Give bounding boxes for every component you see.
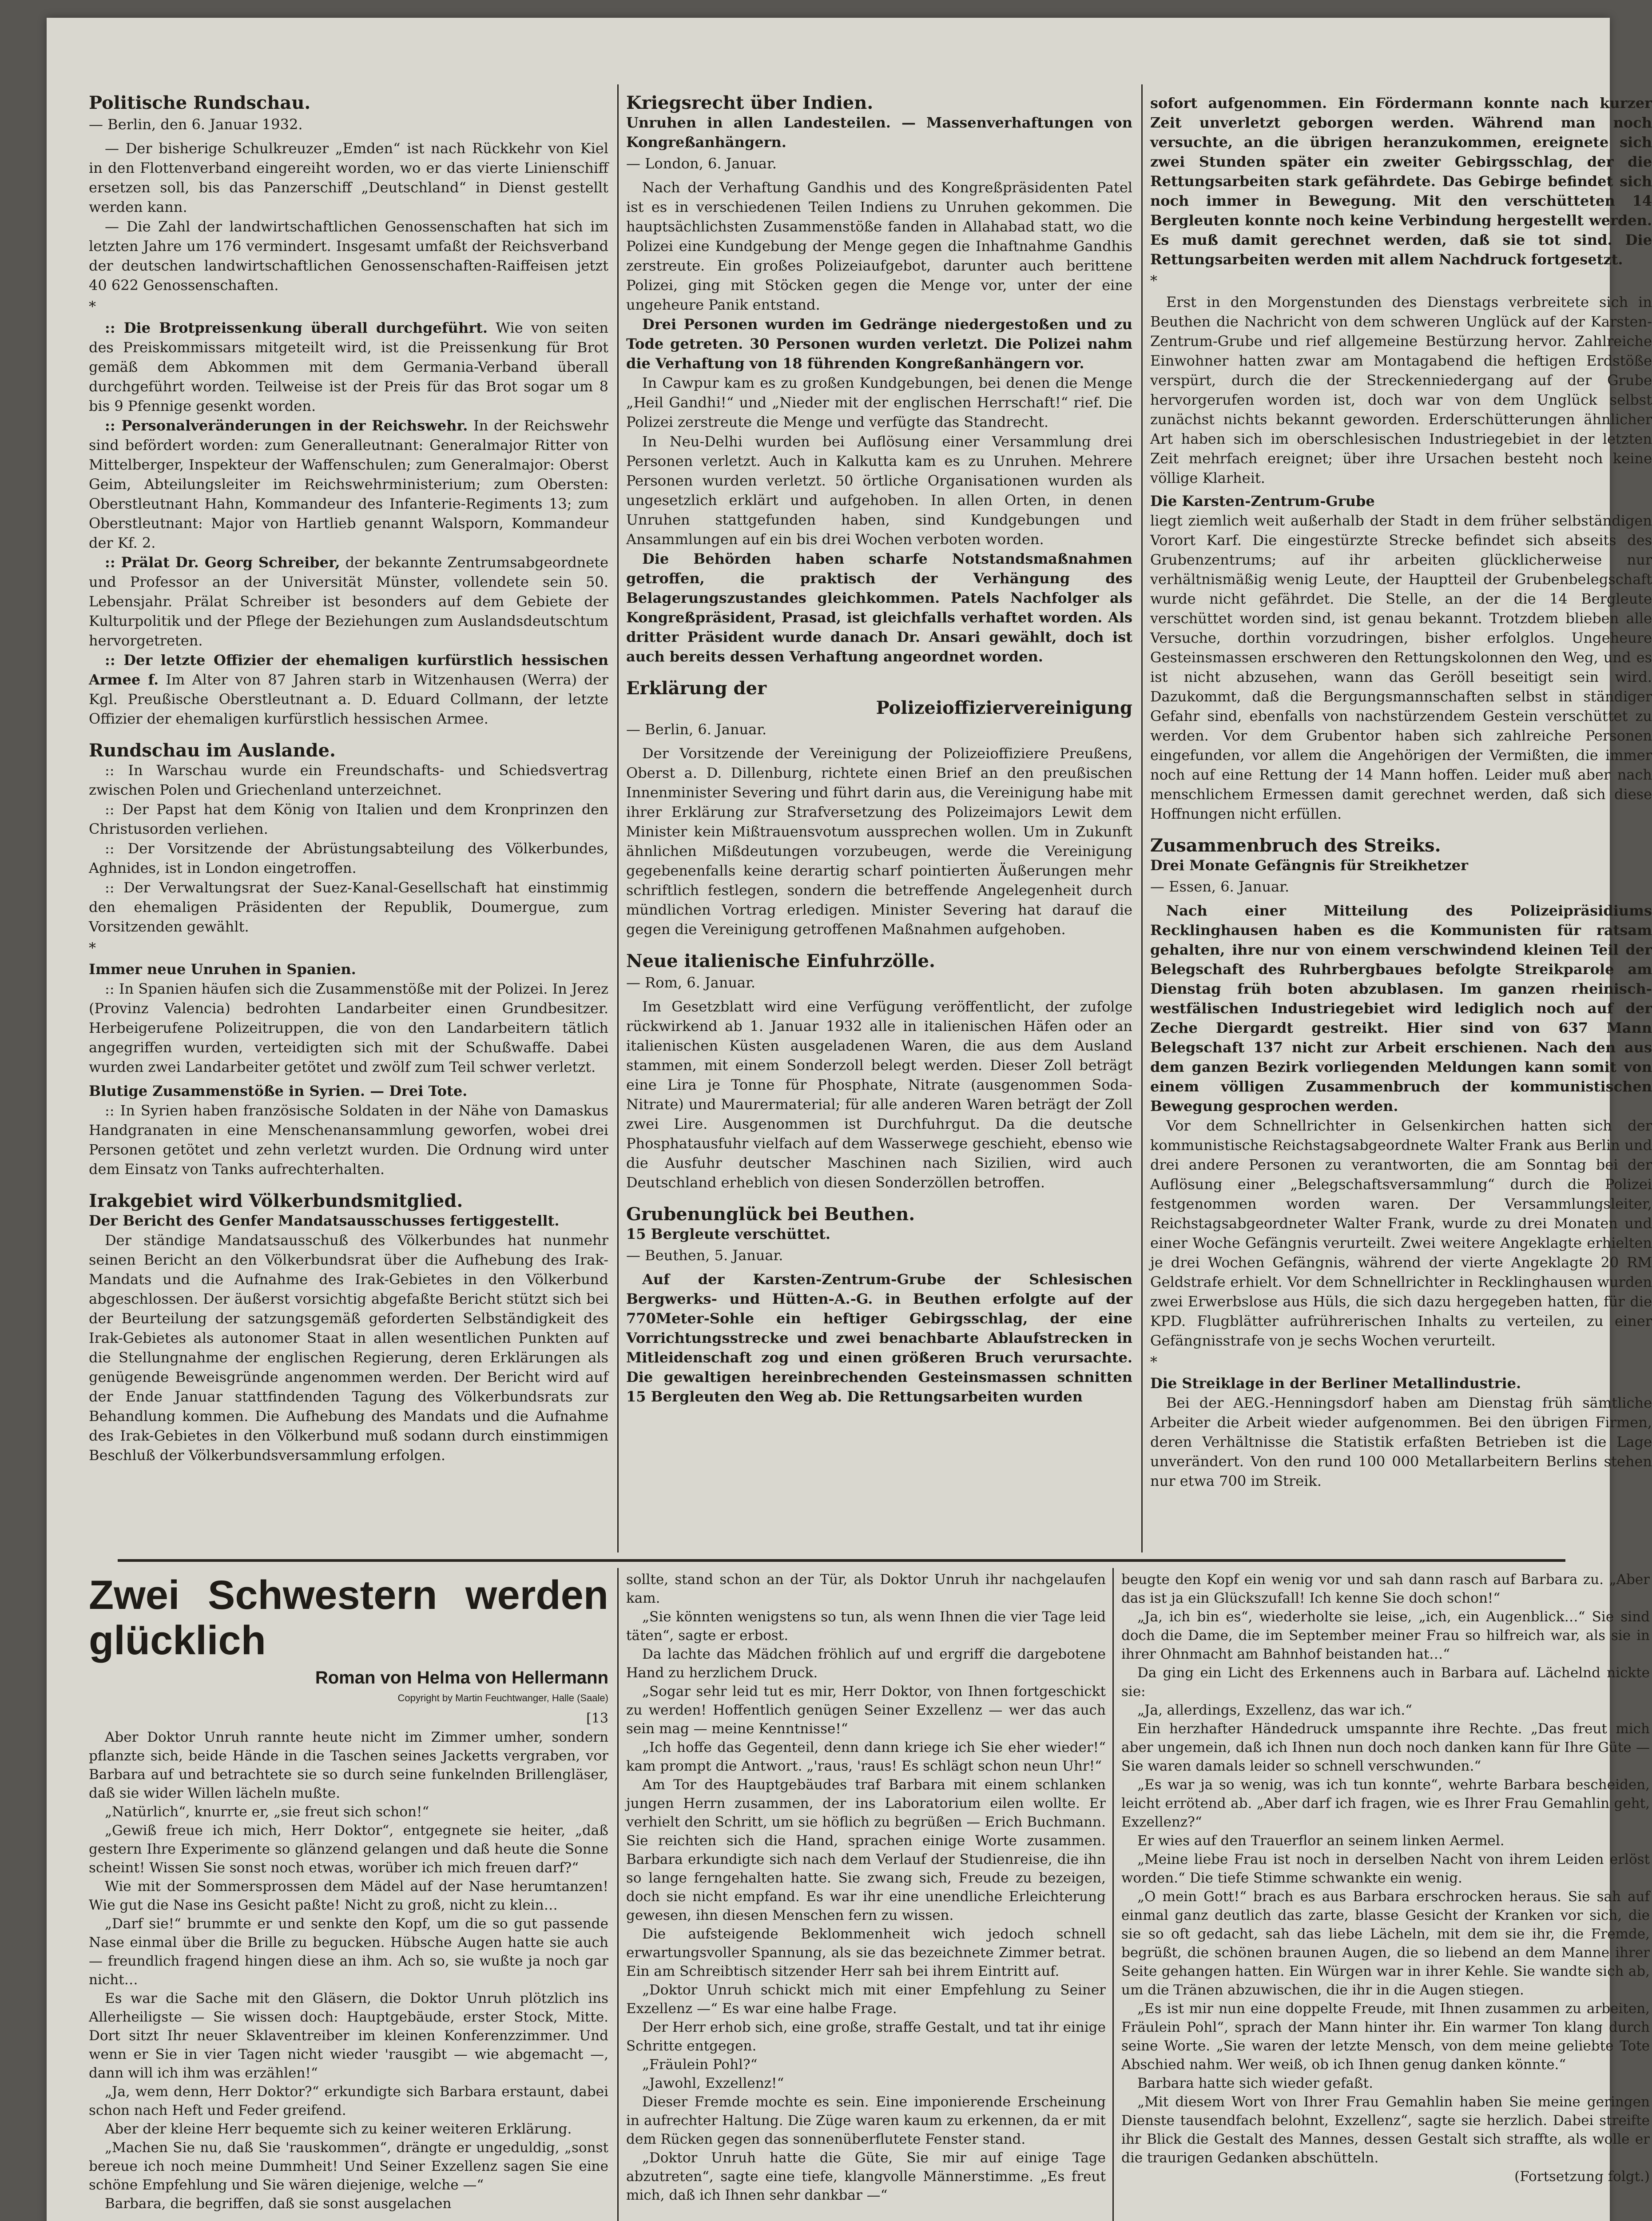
section-title-irak: Irakgebiet wird Völkerbundsmitglied. [89,1190,463,1211]
serial-column-3 [1121,1570,1650,2186]
column-rule [1141,84,1143,1552]
serial-paragraph: Dieser Fremde mochte es sein. Eine imponierende Erscheinung in aufrechter Haltung. Die Züge waren kaum zu erkennen, da er mit dem Rücken gegen das sonnenüberflutete Fenster stand. [626,2094,1106,2147]
article-paragraph: :: Der Vorsitzende der Abrüstungsabteilung des Völkerbundes, Aghnides, ist in London eingetroffen. [89,840,608,876]
serial-paragraph: „Fräulein Pohl?“ [642,2057,758,2073]
serial-paragraph: Aber der kleine Herr bequemte sich zu keiner weiteren Erklärung. [105,2121,572,2137]
article-paragraph: Bei der AEG.-Henningsdorf haben am Dienstag früh sämtliche Arbeiter die Arbeit wieder aufgenommen. Bei den übrigen Firmen, deren Verhältnisse die Statistik erfaßten Betrieben ist die Lage unverändert. Von den rund 100 000 Metallarbeitern Berlins stehen nur etwa 700 im Streik. [1150,1394,1652,1489]
article-paragraph: Der ständige Mandatsausschuß des Völkerbundes hat nunmehr seinen Bericht an den Völkerbundsrat über die Aufhebung des Irak-Mandats und die Aufnahme des Irak-Gebietes in den Völkerbund abgeschlossen. Der äußerst vorsichtig abgefaßte Bericht stützt sich bei der Beurteilung der satzungsgemäß geforderten Selbständigkeit des Irak-Gebietes als autonomer Staat in allen wesentlichen Punkten auf die Stellungnahme der englischen Regierung, deren Erklärungen als genügende Beweisgründe angenommen werden. Der Bericht wird auf der Ende Januar stattfindenden Tagung des Völkerbundsrats zur Behandlung kommen. Die Aufhebung des Mandats und die Aufnahme des Irak-Gebietes in den Völkerbund muß sodann durch einstimmigen Beschluß der Völkerbundsversammlung erfolgen. [89,1232,608,1464]
subheading: Immer neue Unruhen in Spanien. [89,961,356,978]
serial-paragraph: „Darf sie!“ brummte er und senkte den Kopf, um die so gut passende Nase einmal über die Brille zu begucken. Hübsche Augen hatte sie auch — freundlich fragend hingen diese an ihm. Ach so, sie wußte ja noch gar nicht… [89,1916,608,1988]
article-paragraph: Drei Personen wurden im Gedränge niedergestoßen und zu Tode getreten. 30 Personen wurden verletzt. Die Polizei nahm die Verhaftung von 18 führenden Kongreßanhängern vor. [626,316,1132,372]
article-paragraph: Erst in den Morgenstunden des Dienstags verbreitete sich in Beuthen die Nachricht von dem schweren Unglück auf der Karsten-Zentrum-Grube und rief allgemeine Bestürzung hervor. Zahlreiche Einwohner hatten zwar am Montagabend die heftigen Erdstöße verspürt, durch die der Streckenniedergang auf der Grube hervorgerufen worden ist, doch war von dem Unglück selbst zunächst nichts bekannt geworden. Erderschütterungen ähnlicher Art haben sich im oberschlesischen Industriegebiet in der letzten Zeit mehrfach ereignet; über ihre Ursachen besteht noch keine völlige Klarheit. [1150,294,1652,486]
serial-author: Roman von Helma von Hellermann [315,1668,608,1688]
serial-paragraph: „Meine liebe Frau ist noch in derselben Nacht von ihrem Leiden erlöst worden.“ Die tiefe Stimme schwankte ein wenig. [1121,1851,1650,1886]
subheading: Die Streiklage in der Berliner Metallindustrie. [1150,1375,1521,1392]
article-paragraph: :: Der Papst hat dem König von Italien und dem Kronprinzen den Christusorden verliehen. [89,801,608,837]
serial-paragraph: „Machen Sie nu, daß Sie 'rauskommen“, drängte er ungeduldig, „sonst bereue ich noch meine Dummheit! Und Seiner Exzellenz sagen Sie eine schöne Empfehlung und Sie wären diejenige, welche —“ [89,2140,608,2193]
serial-copyright: Copyright by Martin Feuchtwanger, Halle (Saale) [397,1692,608,1704]
headline-streik: Zusammenbruch des Streiks. [1150,835,1441,856]
serial-paragraph: „O mein Gott!“ brach es aus Barbara erschrocken heraus. Sie sah auf einmal ganz deutlich das zarte, blasse Gesicht der Kranken vor sich, die sie so oft gedacht, sah das liebe Lächeln, mit dem sie ihr, die Fremde, begrüßt, die schönen braunen Augen, die so liebend an dem Manne ihrer Seite gehangen hatten. Ein Würgen war in ihrer Kehle. Sie wandte sich ab, um die Tränen abzuwischen, die ihr in die Augen stiegen. [1121,1889,1650,1998]
serial-paragraph: „Doktor Unruh schickt mich mit einer Empfehlung zu Seiner Exzellenz —“ Es war eine halbe Frage. [626,1982,1106,2017]
section-title-politik: Politische Rundschau. [89,92,311,113]
headline-zoelle: Neue italienische Einfuhrzölle. [626,951,935,971]
column-world [626,93,1132,1406]
subheading: Die Karsten-Zentrum-Grube [1150,493,1375,509]
column-rule [1112,1568,1114,2221]
serial-paragraph: „Natürlich“, knurrte er, „sie freut sich schon!“ [105,1804,429,1820]
serial-paragraph: „Gewiß freue ich mich, Herr Doktor“, entgegnete sie heiter, „daß gestern Ihre Experimente so glänzend gelangen und daß heute die Sonne scheint! Wissen Sie sonst noch etwas, worüber ich mich freuen darf?“ [89,1823,608,1876]
dateline: — Berlin, 6. Januar. [626,721,767,738]
brief-lead: :: Personalveränderungen in der Reichswehr. [105,417,468,434]
serial-paragraph: „Doktor Unruh hatte die Güte, Sie mir auf einige Tage abzutreten“, sagte eine tiefe, klangvolle Männerstimme. „Es freut mich, daß ich Ihnen sehr dankbar —“ [626,2150,1106,2203]
subheading: 15 Bergleute verschüttet. [626,1226,831,1242]
article-paragraph: :: In Warschau wurde ein Freundschafts- und Schiedsvertrag zwischen Polen und Griechenland unterzeichnet. [89,762,608,798]
article-paragraph: — Der bisherige Schulkreuzer „Emden“ ist nach Rückkehr von Kiel in den Flottenverband eingereiht worden, wo er das vierte Linienschiff ersetzen soll, bis das Panzerschiff „Deutschland“ in Dienst gestellt werden kann. [89,140,608,215]
serial-title: Zwei Schwestern werden glücklich [89,1572,608,1663]
serial-paragraph: „Es ist mir nun eine doppelte Freude, mit Ihnen zusammen zu arbeiten, Fräulein Pohl“, sprach der Mann hinter ihr. Ein warmer Ton klang durch seine Worte. „Sie waren der letzte Mensch, von dem meine geliebte Tote Abschied nahm. Wer weiß, ob ich Ihnen genug danken könnte.“ [1121,2001,1650,2073]
subheading: Der Bericht des Genfer Mandatsausschusses fertiggestellt. [89,1212,560,1229]
serial-column-2 [626,1570,1106,2205]
dateline: — Rom, 6. Januar. [626,974,756,991]
brief-text: Wie von seiten des Preiskommissars mitgeteilt wird, ist die Preissenkung für Brot gemäß dem Abkommen mit dem Germania-Verband überall durchgeführt worden. Teilweise ist der Preis für das Brot sogar um 8 bis 9 Pfennige gesenkt worden. [89,319,609,414]
serial-paragraph: „Es war ja so wenig, was ich tun konnte“, wehrte Barbara bescheiden, leicht errötend ab. „Aber darf ich fragen, wie es Ihrer Frau Gemahlin geht, Exzellenz?“ [1121,1777,1650,1830]
serial-paragraph: Barbara, die begriffen, daß sie sonst ausgelachen [105,2196,452,2212]
brief-text: In der Reichswehr sind befördert worden: zum Generalleutnant: Generalmajor Ritter von Mittelberger, Inspekteur der Waffenschulen; zum Generalmajor: Oberst Geim, Abteilungsleiter im Reichswehrministerium; zum Obersten: Oberstleutnant Hahn, Kommandeur des Infanterie-Regiments 13; zum Oberstleutnant: Major von Hartlieb genannt Walsporn, Kommandeur der Kf. 2. [89,417,609,551]
serial-paragraph: Da ging ein Licht des Erkennens auch in Barbara auf. Lächelnd nickte sie: [1121,1665,1650,1700]
article-paragraph: Im Gesetzblatt wird eine Verfügung veröffentlicht, der zufolge rückwirkend ab 1. Januar 1932 alle in italienischen Häfen oder an italienischen Küsten ausgeladenen Waren, die aus dem Ausland stammen, mit einem Sonderzoll belegt werden. Dieser Zoll beträgt eine Lira je Tonne für Phosphate, Nitrate (ausgenommen Soda-Nitrate) und Maurermaterial; für alle anderen Waren beträgt der Zoll zwei Lire. Ausgenommen ist Durchfuhrgut. Da die deutsche Phosphatausfuhr vielfach auf dem Wasserwege geschieht, ebenso wie die Ausfuhr deutscher Maschinen nach Sizilien, wird auch Deutschland erheblich von diesen Sonderzöllen betroffen. [626,998,1132,1191]
dateline: — Beuthen, 5. Januar. [626,1247,783,1264]
article-paragraph: :: In Syrien haben französische Soldaten in der Nähe von Damaskus Handgranaten in eine Menschenansammlung geworfen, wobei drei Personen getötet und zehn verletzt wurden. Die Ordnung wird unter dem Einsatz von Tanks aufrechterhalten. [89,1102,608,1178]
serial-paragraph: „Ja, wem denn, Herr Doktor?“ erkundigte sich Barbara erstaunt, dabei schon nach Heft und Feder greifend. [89,2084,608,2118]
brief-lead: :: Der letzte Offizier der ehemaligen kurfürstlich hessischen Armee f. [89,652,608,688]
serial-paragraph: Es war die Sache mit den Gläsern, die Doktor Unruh plötzlich ins Allerheiligste — Sie wissen doch: Hauptgebäude, erster Stock, Mitte. Dort sitzt Ihr neuer Sklaventreiber im kleinen Konferenzzimmer. Und wenn er Sie in vier Tagen nicht wieder 'rausgibt — wie abgemacht —, dann will ich ihm was erzählen!“ [89,1990,608,2081]
subheading: Drei Monate Gefängnis für Streikhetzer [1150,857,1468,874]
serial-paragraph: sollte, stand schon an der Tür, als Doktor Unruh ihr nachgelaufen kam. [626,1572,1106,1606]
serial-paragraph: Ein herzhafter Händedruck umspannte ihre Rechte. „Das freut mich aber ungemein, daß ich Ihnen nun doch noch danken kann für Ihre Güte — Sie waren damals leider so schnell verschwunden.“ [1121,1721,1650,1774]
article-paragraph: Die Behörden haben scharfe Notstandsmaßnahmen getroffen, die praktisch der Verhängung des Belagerungszustandes gleichkommen. Patels Nachfolger als Kongreßpräsident, Prasad, ist gleichfalls verhaftet worden. Als dritter Präsident wurde danach Dr. Ansari gewählt, doch ist auch bereits dessen Verhaftung angeordnet worden. [626,550,1132,665]
separator-star: * [1150,1353,1157,1370]
article-paragraph: liegt ziemlich weit außerhalb der Stadt in dem früher selbständigen Vorort Karf. Die eingestürzte Strecke befindet sich abseits des Grubenzentrums; auf ihr arbeiten glücklicherweise nur verhältnismäßig wenig Leute, der Hauptteil der Grubenbelegschaft wurde nicht gefährdet. Die Stelle, an der die 14 Bergleute verschüttet worden sind, ist genau bekannt. Trotzdem blieben alle Versuche, dorthin vorzudringen, bisher erfolglos. Ungeheure Gesteinsmassen erschweren den Rettungskolonnen den Weg, und es ist nicht abzusehen, wann das Geröll beseitigt sein wird. Dazukommt, daß die Bergungsmannschaften selbst in ständiger Gefahr sind, ebenfalls von nachstürzendem Gestein verschüttet zu werden. Vor dem Grubentor haben sich zahlreiche Personen eingefunden, vor allem die Angehörigen der Vermißten, die immer noch auf eine Rettung der 14 Mann hoffen. Leider muß aber nach menschlichem Ermessen damit gerechnet werden, daß sich diese Hoffnungen nicht erfüllen. [1150,512,1652,822]
subheading: Unruhen in allen Landesteilen. — Massenverhaftungen von Kongreßanhängern. [626,114,1132,151]
section-title-ausland: Rundschau im Auslande. [89,740,336,761]
article-paragraph: :: In Spanien häufen sich die Zusammenstöße mit der Polizei. In Jerez (Provinz Valencia) bedrohten Landarbeiter einen Grundbesitzer. Herbeigerufene Polizeitruppen, die von den Landarbeitern tätlich angegriffen wurden, verteidigten sich mit der Schußwaffe. Dabei wurden zwei Landarbeiter getötet und zwölf zum Teil schwer verletzt. [89,980,608,1075]
headline-beuthen: Grubenunglück bei Beuthen. [626,1204,915,1225]
column-news [1150,93,1652,1491]
article-paragraph: In Cawpur kam es zu großen Kundgebungen, bei denen die Menge „Heil Gandhi!“ und „Nieder mit der englischen Herrschaft!“ rief. Die Polizei zerstreute die Menge und verfügte das Standrecht. [626,374,1132,430]
section-divider [118,1559,1565,1562]
serial-paragraph: „Ja, allerdings, Exzellenz, das war ich.“ [1137,1702,1413,1718]
serial-paragraph: Wie mit der Sommersprossen dem Mädel auf der Nase herumtanzen! Wie gut die Nase ins Gesicht paßte! Nicht zu groß, nicht zu klein… [89,1879,608,1913]
headline-polizei-line2: Polizeioffiziervereinigung [876,697,1132,718]
brief-text: der bekannte Zentrumsabgeordnete und Professor an der Universität Münster, vollendete sein 50. Lebensjahr. Prälat Schreiber ist besonders auf dem Gebiete der Kulturpolitik und der Pflege der Beziehungen zum Auslandsdeutschtum hervorgetreten. [89,554,609,649]
serial-column-1 [89,1572,608,2213]
article-paragraph: In Neu-Delhi wurden bei Auflösung einer Versammlung drei Personen verletzt. Auch in Kalkutta kam es zu Unruhen. Mehrere Personen wurden verletzt. 50 örtliche Organisationen wurden als ungesetzlich erklärt und aufgehoben. In allen Orten, in denen Unruhen stattgefunden haben, sind Kundgebungen und Ansammlungen auf ein bis drei Wochen verboten worden. [626,433,1132,548]
serial-paragraph: „Jawohl, Exzellenz!“ [642,2075,784,2091]
serial-continuation: (Fortsetzung folgt.) [1514,2169,1650,2185]
newspaper-page [47,18,1652,2221]
headline-polizei-line1: Erklärung der [626,678,767,699]
column-rule [617,1568,619,2221]
serial-paragraph: Der Herr erhob sich, eine große, straffe Gestalt, und tat ihr einige Schritte entgegen. [626,2019,1106,2054]
serial-paragraph: beugte den Kopf ein wenig vor und sah dann rasch auf Barbara zu. „Aber das ist ja ein Glückszufall! Ich kenne Sie doch schon!“ [1121,1572,1650,1606]
separator-star: * [89,298,96,315]
column-politics [89,93,608,1465]
dateline: — London, 6. Januar. [626,155,777,172]
brief-text: Im Alter von 87 Jahren starb in Witzenhausen (Werra) der Kgl. Preußische Oberstleutnant a. D. Eduard Collmann, der letzte Offizier der ehemaligen kurfürstlich hessischen Armee. [89,671,608,727]
serial-paragraph: „Ich hoffe das Gegenteil, denn dann kriege ich Sie eher wieder!“ kam prompt die Antwort. „'raus, 'raus! Es schlägt schon neun Uhr!“ [626,1739,1106,1774]
separator-star: * [89,939,96,956]
serial-paragraph: „Sogar sehr leid tut es mir, Herr Doktor, von Ihnen fortgeschickt zu werden! Hoffentlich genügen Seiner Exzellenz — wer das auch sein mag — meine Kenntnisse!“ [626,1684,1106,1737]
brief-lead: :: Die Brotpreissenkung überall durchgeführt. [105,319,488,336]
serial-paragraph: „Ja, ich bin es“, wiederholte sie leise, „ich, ein Augenblick…“ Sie sind doch die Dame, die im September meiner Frau so hilfreich war, als sie in ihrer Ohnmacht am Bahnhof beistanden hat…“ [1121,1609,1650,1662]
serial-paragraph: „Sie könnten wenigstens so tun, als wenn Ihnen die vier Tage leid täten“, sagte er erbost. [626,1609,1106,1644]
serial-paragraph: Aber Doktor Unruh rannte heute nicht im Zimmer umher, sondern pflanzte sich, beide Hände in die Taschen seines Jacketts vergraben, vor Barbara auf und betrachtete sie so durch seine funkelnden Brillengläser, daß sie wider Willen lächeln mußte. [89,1729,608,1801]
dateline: — Essen, 6. Januar. [1150,878,1290,895]
serial-paragraph: Barbara hatte sich wieder gefaßt. [1137,2075,1373,2091]
serial-paragraph: Die aufsteigende Beklommenheit wich jedoch schnell erwartungsvoller Spannung, als sie das bezeichnete Zimmer betrat. Ein am Schreibtisch sitzender Herr sah bei ihrem Eintritt auf. [626,1926,1106,1979]
serial-paragraph: „Mit diesem Wort von Ihrer Frau Gemahlin haben Sie meine geringen Dienste tausendfach belohnt, Exzellenz“, sagte sie herzlich. Dabei streifte ihr Blick die Gestalt des Mannes, dessen Gestalt sich straffte, als wolle er die traurigen Gedanken abschütteln. [1121,2094,1650,2166]
headline-indien: Kriegsrecht über Indien. [626,92,874,113]
article-paragraph: Der Vorsitzende der Vereinigung der Polizeioffiziere Preußens, Oberst a. D. Dillenburg, richtete einen Brief an den preußischen Innenminister Severing und führt darin aus, die Vereinigung habe mit ihrer Erklärung zur Strafversetzung des Polizeimajors Lewit dem Minister kein Mißtrauensvotum aussprechen wollen. Um in Zukunft ähnlichen Mißdeutungen vorzubeugen, werde die Vereinigung gegebenenfalls keine derartig scharf pointierten Äußerungen mehr schriftlich festlegen, sondern die betreffende Angelegenheit durch mündlichen Vortrag erledigen. Minister Severing hat darauf die gegen die Vereinigung getroffenen Maßnahmen aufgehoben. [626,745,1132,938]
article-paragraph: Nach einer Mitteilung des Polizeipräsidiums Recklinghausen haben es die Kommunisten für ratsam gehalten, ihre nur von einem verschwindend kleinen Teil der Belegschaft des Ruhrbergbaues befolgte Streikparole am Dienstag früh boten abzublasen. Im ganzen rheinisch-westfälischen Industriegebiet wird lediglich noch auf der Zeche Diergardt gestreikt. Hier sind von 637 Mann Belegschaft 137 nicht zur Arbeit erschienen. Nach den aus dem ganzen Bezirk vorliegenden Meldungen kann somit von einem völligen Zusammenbruch der kommunistischen Bewegung gesprochen werden. [1150,902,1652,1114]
article-paragraph: — Die Zahl der landwirtschaftlichen Genossenschaften hat sich im letzten Jahre um 176 vermindert. Insgesamt umfaßt der Reichsverband der deutschen landwirtschaftlichen Genossenschaften-Raiffeisen jetzt 40 622 Genossenschaften. [89,218,608,294]
article-paragraph: Vor dem Schnellrichter in Gelsenkirchen hatten sich der kommunistische Reichstagsabgeordnete Walter Frank aus Berlin und drei andere Personen zu verantworten, die am Sonntag bei der Auflösung einer „Belegschaftsversammlung“ durch die Polizei festgenommen worden waren. Der Versammlungsleiter, Reichstagsabgeordneter Walter Frank, wurde zu drei Monaten und einer Woche Gefängnis verurteilt. Zwei weitere Angeklagte erhielten je drei Wochen Gefängnis, während der vierte Angeklagte 20 RM Geldstrafe erhielt. Vor dem Schnellrichter in Recklinghausen wurden zwei Erwerbslose aus Hüls, die sich dazu hergegeben hatten, für die KPD. Flugblätter aufrührerischen Inhalts zu verteilen, zu einer Gefängnisstrafe von je sechs Wochen verurteilt. [1150,1117,1652,1349]
column-rule [617,84,619,1552]
article-paragraph: :: Der Verwaltungsrat der Suez-Kanal-Gesellschaft hat einstimmig den ehemaligen Präsidenten der Republik, Doumergue, zum Vorsitzenden gewählt. [89,879,608,935]
brief-lead: :: Prälat Dr. Georg Schreiber, [105,554,340,571]
article-paragraph: sofort aufgenommen. Ein Fördermann konnte nach kurzer Zeit unverletzt geborgen werden. Während man noch versuchte, an die übrigen heranzukommen, ereignete sich zwei Stunden später ein zweiter Gebirgsschlag, der die Rettungsarbeiten stark gefährdete. Das Gebirge befindet sich noch immer in Bewegung. Mit den verschütteten 14 Bergleuten konnte noch keine Verbindung hergestellt werden. Es muß damit gerechnet werden, daß sie tot sind. Die Rettungsarbeiten werden mit allem Nachdruck fortgesetzt. [1150,95,1652,268]
serial-number: [13 [586,1711,608,1726]
dateline: — Berlin, den 6. Januar 1932. [89,116,303,133]
serial-paragraph: Am Tor des Hauptgebäudes traf Barbara mit einem schlanken jungen Herrn zusammen, der ins Laboratorium eilen wollte. Er verhielt den Schritt, um sie höflich zu begrüßen — Erich Buchmann. Sie reichten sich die Hand, sprachen einige Worte zusammen. Barbara erkundigte sich nach dem Verlauf der Studienreise, die ihn so lange ferngehalten hatte. Sie zwang sich, Freude zu bezeigen, doch sie nicht empfand. Es war ihr eine unendliche Erleichterung gewesen, ihn diesen Menschen fern zu wissen. [626,1777,1106,1923]
article-paragraph: Auf der Karsten-Zentrum-Grube der Schlesischen Bergwerks- und Hütten-A.-G. in Beuthen erfolgte auf der 770Meter-Sohle ein heftiger Gebirgsschlag, der eine Vorrichtungsstrecke und zwei benachbarte Ablaufstrecken in Mitleidenschaft zog und einen größeren Bruch verursachte. Die gewaltigen hereinbrechenden Gesteinsmassen schnitten 15 Bergleuten den Weg ab. Die Rettungsarbeiten wurden [626,1271,1132,1405]
article-paragraph: Nach der Verhaftung Gandhis und des Kongreßpräsidenten Patel ist es in verschiedenen Teilen Indiens zu Unruhen gekommen. Die hauptsächlichsten Zusammenstöße fanden in Allahabad statt, wo die Polizei eine Kundgebung der Menge gegen die Inhaftnahme Gandhis zerstreute. Ein großes Polizeiaufgebot, darunter auch berittene Polizei, ging mit Stöcken gegen die Menge vor, unter der eine ungeheure Panik entstand. [626,179,1132,313]
separator-star: * [1150,272,1157,289]
serial-paragraph: Er wies auf den Trauerflor an seinem linken Aermel. [1137,1833,1505,1849]
serial-paragraph: Da lachte das Mädchen fröhlich auf und ergriff die dargebotene Hand zu herzlichem Druck. [626,1646,1106,1681]
subheading: Blutige Zusammenstöße in Syrien. — Drei Tote. [89,1083,468,1099]
